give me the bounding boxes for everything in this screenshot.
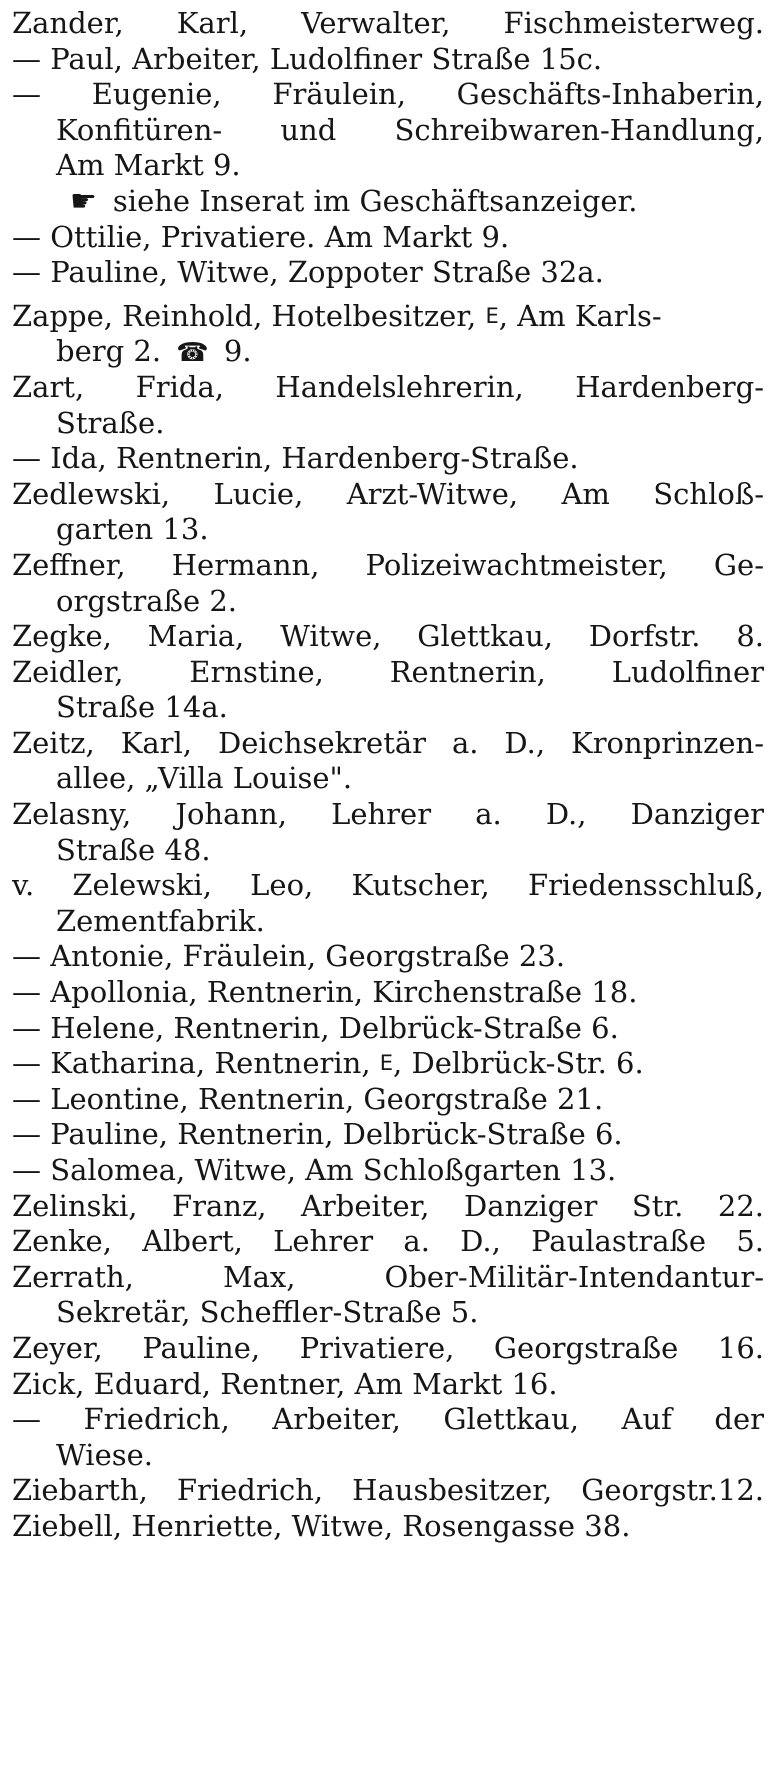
directory-entry xyxy=(12,1473,764,1509)
telephone-icon: ☎ xyxy=(176,338,209,369)
entry-text: , Am Karls- xyxy=(498,298,662,333)
directory-entry xyxy=(12,370,764,441)
entry-line xyxy=(12,334,764,370)
entry-line: v. Zelewski, Leo, Kutscher, Friedensschluß, xyxy=(12,868,764,903)
entry-line: Zedlewski, Lucie, Arzt-Witwe, Am Schloß- xyxy=(12,476,764,511)
entry-line: — Apollonia, Rentnerin, Kirchenstraße 18. xyxy=(12,975,638,1010)
directory-entry xyxy=(12,42,764,78)
directory-entry xyxy=(12,220,764,256)
directory-entry xyxy=(12,1046,764,1082)
directory-entry xyxy=(12,1331,764,1367)
directory-entry xyxy=(12,975,764,1011)
directory-entry xyxy=(12,441,764,477)
directory-entry xyxy=(12,1011,764,1047)
directory-entry xyxy=(12,1153,764,1189)
entry-text: , Delbrück-Str. 6. xyxy=(393,1046,644,1081)
entry-line: Zeyer, Pauline, Privatiere, Georgstraße 16. xyxy=(12,1330,764,1365)
directory-entry xyxy=(12,1117,764,1153)
entry-line: — Antonie, Fräulein, Georgstraße 23. xyxy=(12,939,566,974)
directory-entry xyxy=(12,299,764,370)
directory-entry xyxy=(12,1260,764,1331)
pointing-hand-icon: ☛ xyxy=(70,183,95,219)
entry-line: — Leontine, Rentnerin, Georgstraße 21. xyxy=(12,1081,604,1116)
entry-line: Zelasny, Johann, Lehrer a. D., Danziger xyxy=(12,797,764,832)
directory-entry xyxy=(12,6,764,42)
entry-text: — Katharina, Rentnerin, xyxy=(12,1046,371,1081)
entry-line: Konfitüren- und Schreibwaren-Handlung, xyxy=(56,112,764,147)
entry-line: Am Markt 9. xyxy=(56,148,241,183)
entry-line xyxy=(12,299,764,335)
directory-entry xyxy=(12,939,764,975)
entry-line: — Salomea, Witwe, Am Schloßgarten 13. xyxy=(12,1153,617,1187)
entry-line: — Helene, Rentnerin, Delbrück-Straße 6. xyxy=(12,1010,619,1045)
entry-text: berg 2. xyxy=(56,334,162,369)
directory-entry xyxy=(12,1509,764,1545)
entry-line: — Friedrich, Arbeiter, Glettkau, Auf der xyxy=(12,1402,764,1437)
entry-line: Sekretär, Scheffler-Straße 5. xyxy=(56,1295,479,1330)
entry-note-text: siehe Inserat im Geschäftsanzeiger. xyxy=(112,183,638,218)
directory-entry xyxy=(12,868,764,939)
entry-line: Zenke, Albert, Lehrer a. D., Paulastraße 5. xyxy=(12,1224,764,1259)
entry-line: — Ottilie, Privatiere. Am Markt 9. xyxy=(12,219,510,254)
entry-line: Ziebarth, Friedrich, Hausbesitzer, Georgstr.12. xyxy=(12,1473,764,1508)
entry-line: Zeidler, Ernstine, Rentnerin, Ludolfiner xyxy=(12,654,764,689)
entry-text: 9. xyxy=(223,334,252,369)
directory-entry xyxy=(12,1082,764,1118)
entry-line: Straße 48. xyxy=(56,832,211,867)
directory-entry xyxy=(12,255,764,291)
directory-entry xyxy=(12,726,764,797)
entry-line: Zart, Frida, Handelslehrerin, Hardenberg- xyxy=(12,369,764,404)
directory-entry xyxy=(12,1367,764,1403)
entry-line: — Pauline, Witwe, Zoppoter Straße 32a. xyxy=(12,255,604,290)
e-mark: E xyxy=(485,303,499,328)
entry-line: allee, „Villa Louise". xyxy=(56,761,353,796)
entry-text: Zappe, Reinhold, Hotelbesitzer, xyxy=(12,298,477,333)
entry-line: Wiese. xyxy=(56,1437,153,1472)
entry-line: Straße 14a. xyxy=(56,690,228,725)
directory-entry xyxy=(12,1402,764,1473)
entry-line: Zerrath, Max, Ober-Militär-Intendantur- xyxy=(12,1259,764,1294)
directory-entry xyxy=(12,655,764,726)
directory-entry xyxy=(12,548,764,619)
entry-line: Zelinski, Franz, Arbeiter, Danziger Str. 22. xyxy=(12,1188,764,1223)
entry-line: garten 13. xyxy=(56,512,209,547)
entry-line: — Paul, Arbeiter, Ludolfiner Straße 15c. xyxy=(12,41,603,76)
entry-line: — Ida, Rentnerin, Hardenberg-Straße. xyxy=(12,441,579,476)
entry-line: Ziebell, Henriette, Witwe, Rosengasse 38. xyxy=(12,1508,631,1543)
entry-line: — Eugenie, Fräulein, Geschäfts-Inhaberin, xyxy=(12,77,764,112)
entry-line: Zementfabrik. xyxy=(56,903,265,938)
directory-entry xyxy=(12,77,764,219)
entry-line: — Pauline, Rentnerin, Delbrück-Straße 6. xyxy=(12,1117,623,1152)
directory-entry xyxy=(12,1224,764,1260)
directory-entry xyxy=(12,797,764,868)
entry-line: Zeitz, Karl, Deichsekretär a. D., Kronprinzen- xyxy=(12,725,764,760)
entry-line: Zegke, Maria, Witwe, Glettkau, Dorfstr. 8. xyxy=(12,619,764,654)
entry-line: Zick, Eduard, Rentner, Am Markt 16. xyxy=(12,1366,558,1401)
directory-page xyxy=(12,6,764,1545)
directory-entry xyxy=(12,1189,764,1225)
directory-entry xyxy=(12,477,764,548)
entry-line: Zeffner, Hermann, Polizeiwachtmeister, Ge- xyxy=(12,547,764,582)
entry-line: Straße. xyxy=(56,405,165,440)
entry-line xyxy=(12,1046,764,1082)
entry-note xyxy=(12,184,764,220)
e-mark: E xyxy=(379,1051,394,1076)
entry-line: orgstraße 2. xyxy=(56,583,237,618)
directory-entry xyxy=(12,619,764,655)
entry-line: Zander, Karl, Verwalter, Fischmeisterweg. xyxy=(12,6,764,40)
